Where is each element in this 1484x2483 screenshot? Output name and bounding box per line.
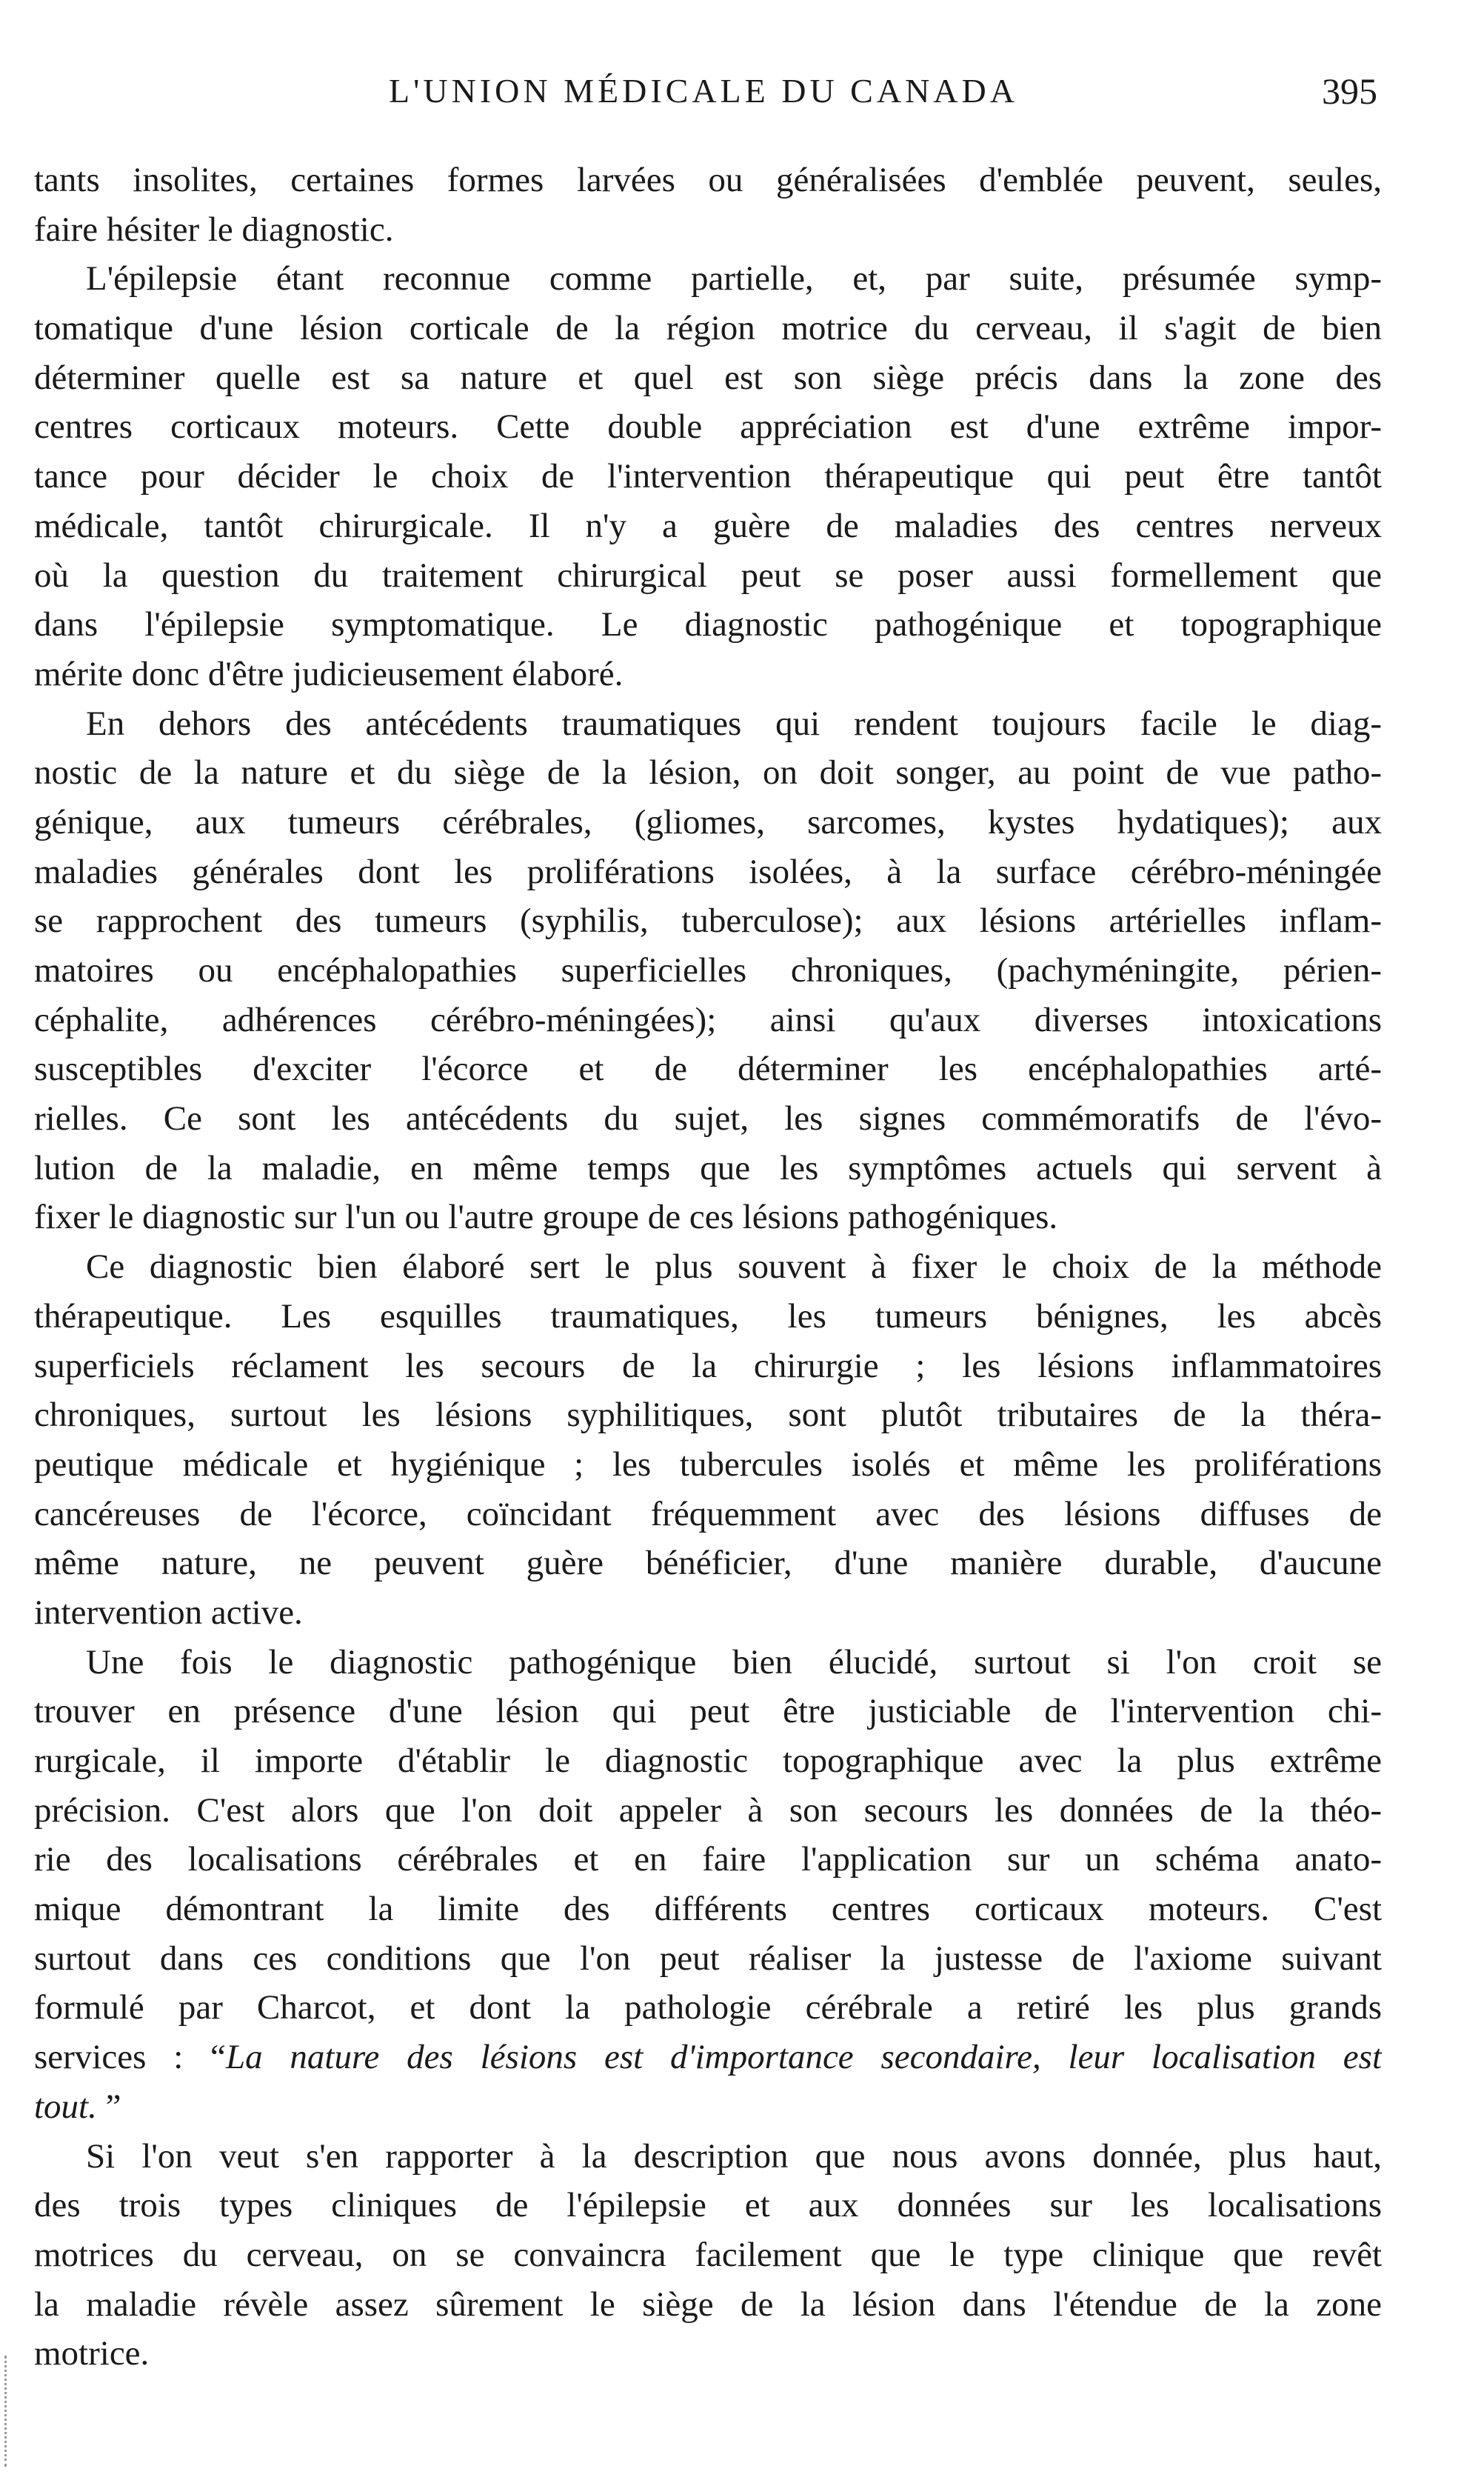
paragraph (34, 2132, 1382, 2379)
paragraph (34, 1638, 1382, 2132)
text-line: la maladie révèle assez sûrement le siège de la lésion dans l'étendue de la zone (34, 2284, 1382, 2324)
text-line: dans l'épilepsie symptomatique. Le diagnostic pathogénique et topographique (34, 605, 1382, 644)
text-line: se rapprochent des tumeurs (syphilis, tuberculose); aux lésions artérielles inflam- (34, 901, 1382, 941)
paragraph (34, 156, 1382, 254)
text-line: tance pour décider le choix de l'intervention thérapeutique qui peut être tantôt (34, 457, 1382, 496)
quote-lead: services : “ (34, 2038, 226, 2077)
text-line: rielles. Ce sont les antécédents du sujet, les signes commémoratifs de l'évo- (34, 1099, 1382, 1139)
text-line: où la question du traitement chirurgical peut se poser aussi formellement que (34, 556, 1382, 595)
text-line: Une fois le diagnostic pathogénique bien élucidé, surtout si l'on croit se (86, 1642, 1382, 1682)
text-line: déterminer quelle est sa nature et quel est son siège précis dans la zone des (34, 358, 1382, 397)
text-line: L'épilepsie étant reconnue comme partielle, et, par suite, présumée symp- (86, 259, 1382, 299)
text-line: tomatique d'une lésion corticale de la région motrice du cerveau, il s'agit de bien (34, 309, 1382, 348)
running-title: L'UNION MÉDICALE DU CANADA (389, 72, 1018, 110)
text-line: céphalite, adhérences cérébro-méningées); ainsi qu'aux diverses intoxications (34, 1000, 1382, 1039)
text-line: des trois types cliniques de l'épilepsie et aux données sur les localisations (34, 2186, 1382, 2225)
text-line: intervention active. (34, 1593, 303, 1632)
text-line: centres corticaux moteurs. Cette double appréciation est d'une extrême impor- (34, 407, 1382, 447)
text-line: lution de la maladie, en même temps que les symptômes actuels qui servent à (34, 1148, 1382, 1187)
text-line: Si l'on veut s'en rapporter à la description que nous avons donnée, plus haut, (86, 2136, 1382, 2176)
text-line: rie des localisations cérébrales et en faire l'application sur un schéma anato- (34, 1840, 1382, 1879)
text-line: formulé par Charcot, et dont la pathologie cérébrale a retiré les plus grands (34, 1988, 1382, 2027)
text-line: chroniques, surtout les lésions syphilitiques, sont plutôt tributaires de la théra- (34, 1396, 1382, 1435)
text-line: maladies générales dont les proliférations isolées, à la surface cérébro-méningée (34, 852, 1382, 891)
quote-line (34, 2082, 1382, 2132)
text-line: superficiels réclament les secours de la chirurgie ; les lésions inflammatoires (34, 1346, 1382, 1385)
text-line: même nature, ne peuvent guère bénéficier, d'une manière durable, d'aucune (34, 1544, 1382, 1583)
text-line: trouver en présence d'une lésion qui peut être justiciable de l'intervention chi- (34, 1692, 1382, 1731)
text-line: génique, aux tumeurs cérébrales, (gliomes, sarcomes, kystes hydatiques); aux (34, 802, 1382, 841)
margin-scan-artifact (4, 2356, 17, 2467)
text-line: fixer le diagnostic sur l'un ou l'autre groupe de ces lésions pathogéniques. (34, 1198, 1058, 1237)
text-line: matoires ou encéphalopathies superficielles chroniques, (pachyméningite, périen- (34, 951, 1382, 990)
text-line: médicale, tantôt chirurgicale. Il n'y a guère de maladies des centres nerveux (34, 506, 1382, 545)
text-line: motrices du cerveau, on se convaincra facilement que le type clinique que revêt (34, 2235, 1382, 2274)
page-number: 395 (1322, 70, 1377, 112)
paragraph (34, 1242, 1382, 1638)
charcot-axiom: La nature des lésions est d'importance secondaire, leur localisation est (225, 2038, 1382, 2077)
text-line: tants insolites, certaines formes larvées ou généralisées d'emblée peuvent, seules, (34, 161, 1382, 199)
text-line: En dehors des antécédents traumatiques qui rendent toujours facile le diag- (86, 704, 1382, 743)
charcot-axiom-end: tout. (34, 2087, 97, 2126)
text-line: nostic de la nature et du siège de la lésion, on doit songer, au point de vue patho- (34, 753, 1382, 793)
paragraph (34, 254, 1382, 699)
text-line: mique démontrant la limite des différents centres corticaux moteurs. C'est (34, 1890, 1382, 1929)
text-line: thérapeutique. Les esquilles traumatiques, les tumeurs bénignes, les abcès (34, 1296, 1382, 1336)
text-line: Ce diagnostic bien élaboré sert le plus souvent à fixer le choix de la méthode (86, 1247, 1382, 1287)
quote-close: ” (96, 2087, 121, 2126)
text-line: cancéreuses de l'écorce, coïncidant fréquemment avec des lésions diffuses de (34, 1494, 1382, 1533)
text-line: surtout dans ces conditions que l'on peut réaliser la justesse de l'axiome suivant (34, 1939, 1382, 1978)
quote-line (34, 2033, 1382, 2082)
text-line: susceptibles d'exciter l'écorce et de déterminer les encéphalopathies arté- (34, 1050, 1382, 1089)
body-text (34, 156, 1382, 2379)
text-line: précision. C'est alors que l'on doit appeler à son secours les données de la théo- (34, 1790, 1382, 1830)
text-line: faire hésiter le diagnostic. (34, 210, 394, 249)
paragraph (34, 699, 1382, 1243)
text-line: peutique médicale et hygiénique ; les tubercules isolés et même les proliférations (34, 1444, 1382, 1484)
page-header (30, 65, 1377, 117)
text-line: rurgicale, il importe d'établir le diagnostic topographique avec la plus extrême (34, 1742, 1382, 1780)
text-line: mérite donc d'être judicieusement élaboré. (34, 654, 624, 693)
text-line: motrice. (34, 2334, 150, 2373)
